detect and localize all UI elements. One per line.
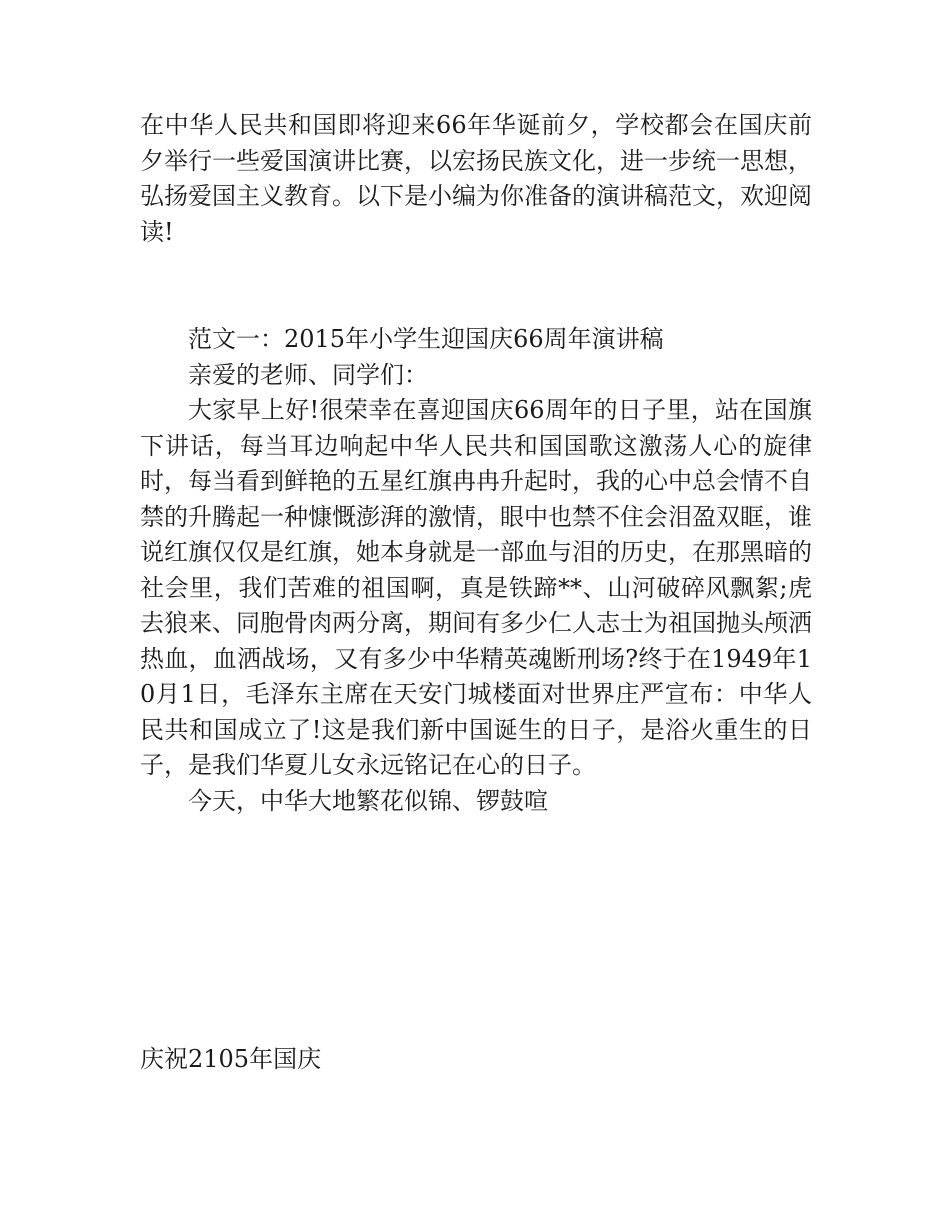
salutation: 亲爱的老师、同学们： — [188, 360, 428, 389]
speech-article — [140, 322, 812, 819]
article-title: 范文一：2015年小学生迎国庆66周年演讲稿 — [188, 325, 664, 353]
footer-caption: 庆祝2105年国庆 — [140, 1045, 322, 1073]
body-paragraph-2: 今天，中华大地繁花似锦、锣鼓喧 — [188, 786, 548, 815]
intro-paragraph: 在中华人民共和国即将迎来66年华诞前夕，学校都会在国庆前夕举行一些爱国演讲比赛，以宏扬民族文化，进一步统一思想，弘扬爱国主义教育。以下是小编为你准备的演讲稿范文，欢迎阅读! — [140, 111, 812, 246]
body-paragraph-1: 大家早上好!很荣幸在喜迎国庆66周年的日子里，站在国旗下讲话，每当耳边响起中华人民共和国国歌这激荡人心的旋律时，每当看到鲜艳的五星红旗冉冉升起时，我的心中总会情不自禁的升腾起一种慷慨澎湃的激情，眼中也禁不住会泪盈双眶，谁说红旗仅仅是红旗，她本身就是一部血与泪的历史，在那黑暗的社会里，我们苦难的祖国啊，真是铁蹄**、山河破碎风飘絮;虎去狼来、同胞骨肉两分离，期间有多少仁人志士为祖国抛头颅洒热血，血洒战场，又有多少中华精英魂断刑场?终于在1949年10月1日，毛泽东主席在天安门城楼面对世界庄严宣布：中华人民共和国成立了!这是我们新中国诞生的日子，是浴火重生的日子，是我们华夏儿女永远铭记在心的日子。 — [140, 396, 812, 779]
